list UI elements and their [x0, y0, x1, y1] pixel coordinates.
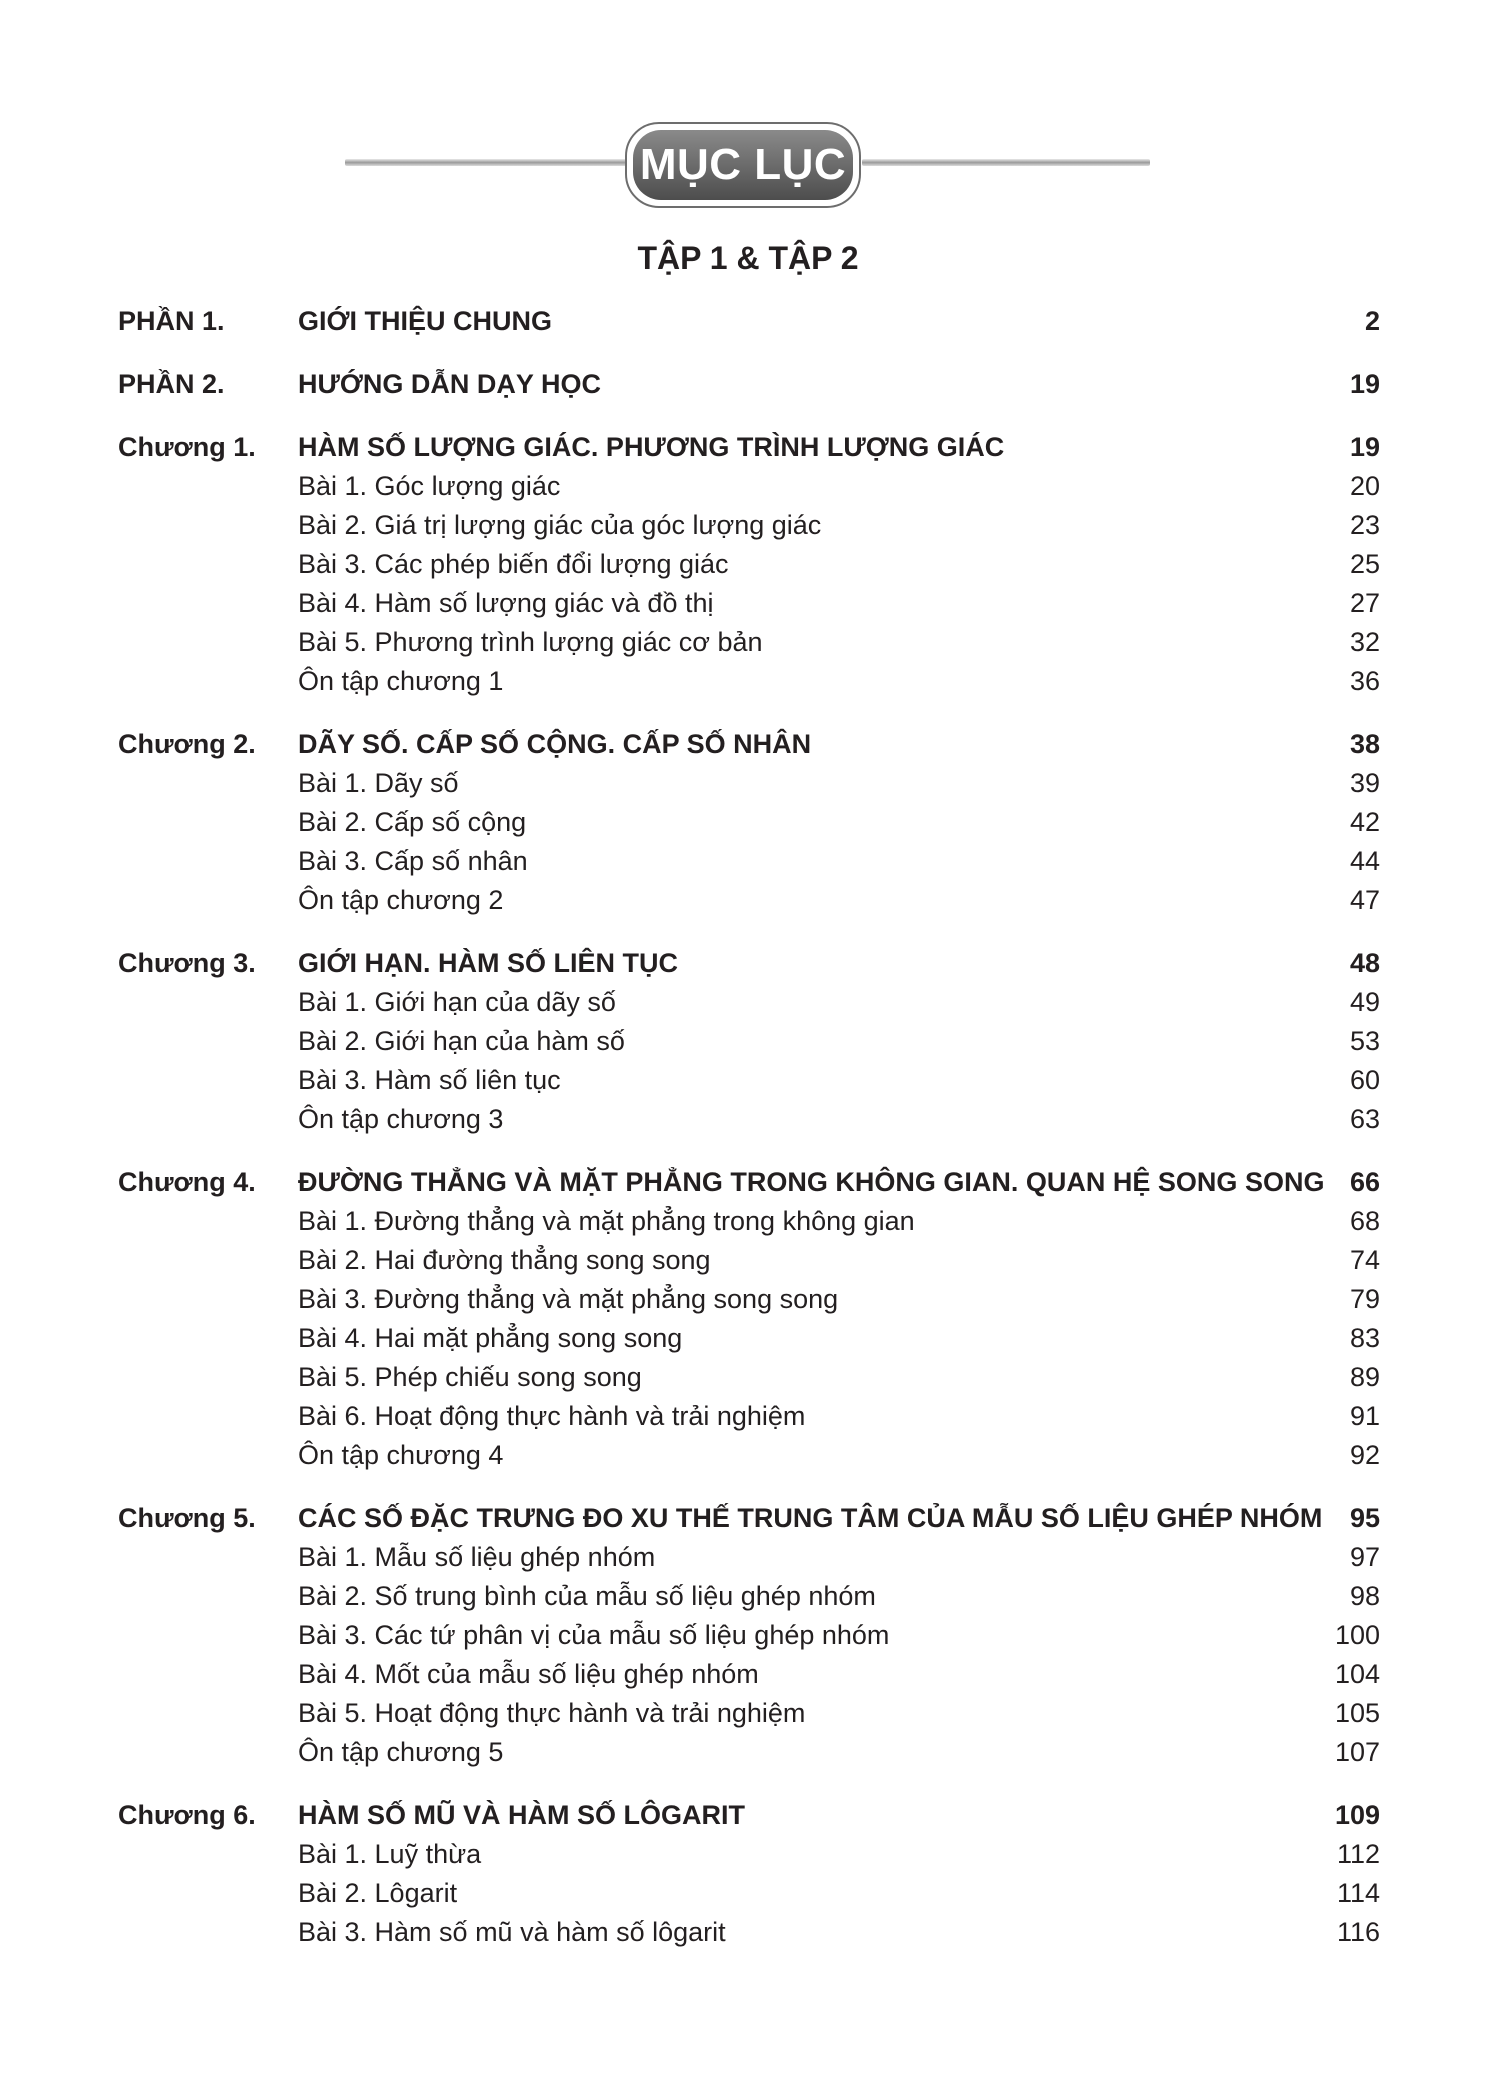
section-gap [118, 699, 1380, 723]
toc-section[interactable] [118, 1161, 1380, 1200]
entry-title: Bài 1. Luỹ thừa [298, 1839, 482, 1869]
toc-entry[interactable] [118, 1872, 1380, 1911]
entry-page-number: 25 [1349, 549, 1380, 579]
entry-page-number: 104 [1334, 1659, 1380, 1689]
entry-page-number: 105 [1334, 1698, 1380, 1728]
entry-title: Bài 2. Số trung bình của mẫu số liệu ghép nhóm [298, 1581, 876, 1611]
entry-page-number: 79 [1349, 1284, 1380, 1314]
toc-entry[interactable] [118, 1098, 1380, 1137]
toc-entry[interactable] [118, 1536, 1380, 1575]
toc-entry[interactable] [118, 1059, 1380, 1098]
toc-entry[interactable] [118, 1614, 1380, 1653]
section-page-number: 48 [1349, 948, 1380, 978]
header-rule-right [862, 159, 1150, 166]
entry-title: Bài 3. Đường thẳng và mặt phẳng song song [298, 1284, 839, 1314]
toc-entry[interactable] [118, 660, 1380, 699]
entry-page-number: 68 [1349, 1206, 1380, 1236]
entry-title: Bài 3. Hàm số mũ và hàm số lôgarit [298, 1917, 726, 1947]
toc-entry[interactable] [118, 801, 1380, 840]
section-page-number: 66 [1349, 1167, 1380, 1197]
section-gap [118, 1137, 1380, 1161]
toc-entry[interactable] [118, 582, 1380, 621]
entry-title: Bài 4. Hai mặt phẳng song song [298, 1323, 683, 1353]
toc-section[interactable] [118, 300, 1380, 339]
entry-page-number: 114 [1336, 1878, 1380, 1908]
section-page-number: 2 [1364, 306, 1380, 336]
section-title: ĐƯỜNG THẲNG VÀ MẶT PHẲNG TRONG KHÔNG GIAN. QUAN HỆ SONG SONG [298, 1167, 1325, 1197]
volume-subtitle: TẬP 1 & TẬP 2 [637, 240, 859, 276]
toc-entry[interactable] [118, 1020, 1380, 1059]
entry-page-number: 44 [1349, 846, 1380, 876]
entry-title: Bài 2. Cấp số cộng [298, 807, 527, 837]
section-page-number: 109 [1334, 1800, 1380, 1830]
entry-title: Bài 1. Dãy số [298, 768, 459, 798]
toc-section[interactable] [118, 1497, 1380, 1536]
entry-page-number: 32 [1349, 627, 1380, 657]
section-label: Chương 3. [118, 948, 256, 978]
toc-entry[interactable] [118, 1833, 1380, 1872]
entry-title: Bài 3. Hàm số liên tục [298, 1065, 561, 1095]
toc-entry[interactable] [118, 879, 1380, 918]
section-gap [118, 339, 1380, 363]
section-title: HƯỚNG DẪN DẠY HỌC [298, 369, 601, 399]
toc-entry[interactable] [118, 1239, 1380, 1278]
entry-page-number: 100 [1334, 1620, 1380, 1650]
entry-page-number: 53 [1349, 1026, 1380, 1056]
toc-entry[interactable] [118, 1200, 1380, 1239]
table-of-contents [118, 300, 1380, 1950]
entry-title: Ôn tập chương 1 [298, 666, 504, 696]
entry-page-number: 36 [1349, 666, 1380, 696]
entry-title: Bài 3. Các phép biến đổi lượng giác [298, 549, 729, 579]
toc-entry[interactable] [118, 504, 1380, 543]
section-page-number: 95 [1349, 1503, 1380, 1533]
toc-entry[interactable] [118, 621, 1380, 660]
entry-page-number: 97 [1349, 1542, 1380, 1572]
entry-page-number: 39 [1349, 768, 1380, 798]
toc-entry[interactable] [118, 1278, 1380, 1317]
entry-title: Bài 1. Mẫu số liệu ghép nhóm [298, 1542, 656, 1572]
section-title: CÁC SỐ ĐẶC TRƯNG ĐO XU THẾ TRUNG TÂM CỦA MẪU SỐ LIỆU GHÉP NHÓM [298, 1503, 1323, 1533]
section-label: Chương 6. [118, 1800, 256, 1830]
entry-title: Bài 5. Phương trình lượng giác cơ bản [298, 627, 763, 657]
toc-section[interactable] [118, 1794, 1380, 1833]
toc-entry[interactable] [118, 1395, 1380, 1434]
toc-entry[interactable] [118, 840, 1380, 879]
entry-page-number: 112 [1336, 1839, 1380, 1869]
header-badge [625, 122, 861, 208]
entry-title: Bài 5. Hoạt động thực hành và trải nghiệm [298, 1698, 806, 1728]
entry-page-number: 42 [1349, 807, 1380, 837]
entry-title: Bài 1. Góc lượng giác [298, 471, 561, 501]
entry-title: Bài 4. Mốt của mẫu số liệu ghép nhóm [298, 1659, 759, 1689]
toc-entry[interactable] [118, 1434, 1380, 1473]
toc-entry[interactable] [118, 465, 1380, 504]
entry-title: Ôn tập chương 3 [298, 1104, 504, 1134]
entry-page-number: 107 [1334, 1737, 1380, 1767]
section-title: GIỚI THIỆU CHUNG [298, 306, 553, 336]
section-label: PHẦN 2. [118, 369, 225, 399]
section-label: Chương 2. [118, 729, 256, 759]
section-page-number: 38 [1349, 729, 1380, 759]
entry-page-number: 27 [1349, 588, 1380, 618]
entry-page-number: 91 [1349, 1401, 1380, 1431]
entry-title: Bài 2. Lôgarit [298, 1878, 458, 1908]
toc-entry[interactable] [118, 762, 1380, 801]
toc-entry[interactable] [118, 1575, 1380, 1614]
section-gap [118, 918, 1380, 942]
entry-page-number: 20 [1349, 471, 1380, 501]
entry-page-number: 116 [1336, 1917, 1380, 1947]
entry-title: Bài 1. Đường thẳng và mặt phẳng trong không gian [298, 1206, 915, 1236]
entry-title: Bài 3. Cấp số nhân [298, 846, 528, 876]
section-title: GIỚI HẠN. HÀM SỐ LIÊN TỤC [298, 948, 679, 978]
entry-page-number: 89 [1349, 1362, 1380, 1392]
entry-title: Bài 2. Hai đường thẳng song song [298, 1245, 711, 1275]
page-title: MỤC LỤC [633, 130, 853, 200]
section-gap [118, 1473, 1380, 1497]
entry-page-number: 83 [1349, 1323, 1380, 1353]
toc-section[interactable] [118, 942, 1380, 981]
entry-title: Ôn tập chương 5 [298, 1737, 504, 1767]
toc-section[interactable] [118, 426, 1380, 465]
toc-entry[interactable] [118, 1317, 1380, 1356]
entry-page-number: 47 [1349, 885, 1380, 915]
section-title: DÃY SỐ. CẤP SỐ CỘNG. CẤP SỐ NHÂN [298, 729, 812, 759]
entry-title: Bài 6. Hoạt động thực hành và trải nghiệm [298, 1401, 806, 1431]
toc-entry[interactable] [118, 1692, 1380, 1731]
toc-section[interactable] [118, 363, 1380, 402]
section-label: PHẦN 1. [118, 306, 225, 336]
entry-title: Bài 2. Giá trị lượng giác của góc lượng giác [298, 510, 822, 540]
entry-page-number: 98 [1349, 1581, 1380, 1611]
section-page-number: 19 [1349, 432, 1380, 462]
entry-title: Ôn tập chương 2 [298, 885, 504, 915]
toc-entry[interactable] [118, 543, 1380, 582]
entry-page-number: 49 [1349, 987, 1380, 1017]
section-label: Chương 1. [118, 432, 256, 462]
section-page-number: 19 [1349, 369, 1380, 399]
toc-entry[interactable] [118, 981, 1380, 1020]
section-label: Chương 5. [118, 1503, 256, 1533]
section-gap [118, 1770, 1380, 1794]
entry-page-number: 63 [1349, 1104, 1380, 1134]
header-rule-left [345, 159, 633, 166]
section-title: HÀM SỐ LƯỢNG GIÁC. PHƯƠNG TRÌNH LƯỢNG GIÁC [298, 432, 1005, 462]
toc-entry[interactable] [118, 1911, 1380, 1950]
entry-page-number: 92 [1349, 1440, 1380, 1470]
section-gap [118, 402, 1380, 426]
entry-title: Bài 1. Giới hạn của dãy số [298, 987, 616, 1017]
entry-page-number: 23 [1349, 510, 1380, 540]
section-label: Chương 4. [118, 1167, 256, 1197]
toc-entry[interactable] [118, 1356, 1380, 1395]
toc-header [345, 122, 1150, 208]
toc-entry[interactable] [118, 1653, 1380, 1692]
toc-section[interactable] [118, 723, 1380, 762]
entry-title: Bài 3. Các tứ phân vị của mẫu số liệu ghép nhóm [298, 1620, 890, 1650]
entry-page-number: 60 [1349, 1065, 1380, 1095]
entry-title: Bài 4. Hàm số lượng giác và đồ thị [298, 588, 714, 618]
section-title: HÀM SỐ MŨ VÀ HÀM SỐ LÔGARIT [298, 1800, 745, 1830]
entry-title: Ôn tập chương 4 [298, 1440, 504, 1470]
entry-page-number: 74 [1349, 1245, 1380, 1275]
entry-title: Bài 5. Phép chiếu song song [298, 1362, 642, 1392]
toc-entry[interactable] [118, 1731, 1380, 1770]
entry-title: Bài 2. Giới hạn của hàm số [298, 1026, 625, 1056]
